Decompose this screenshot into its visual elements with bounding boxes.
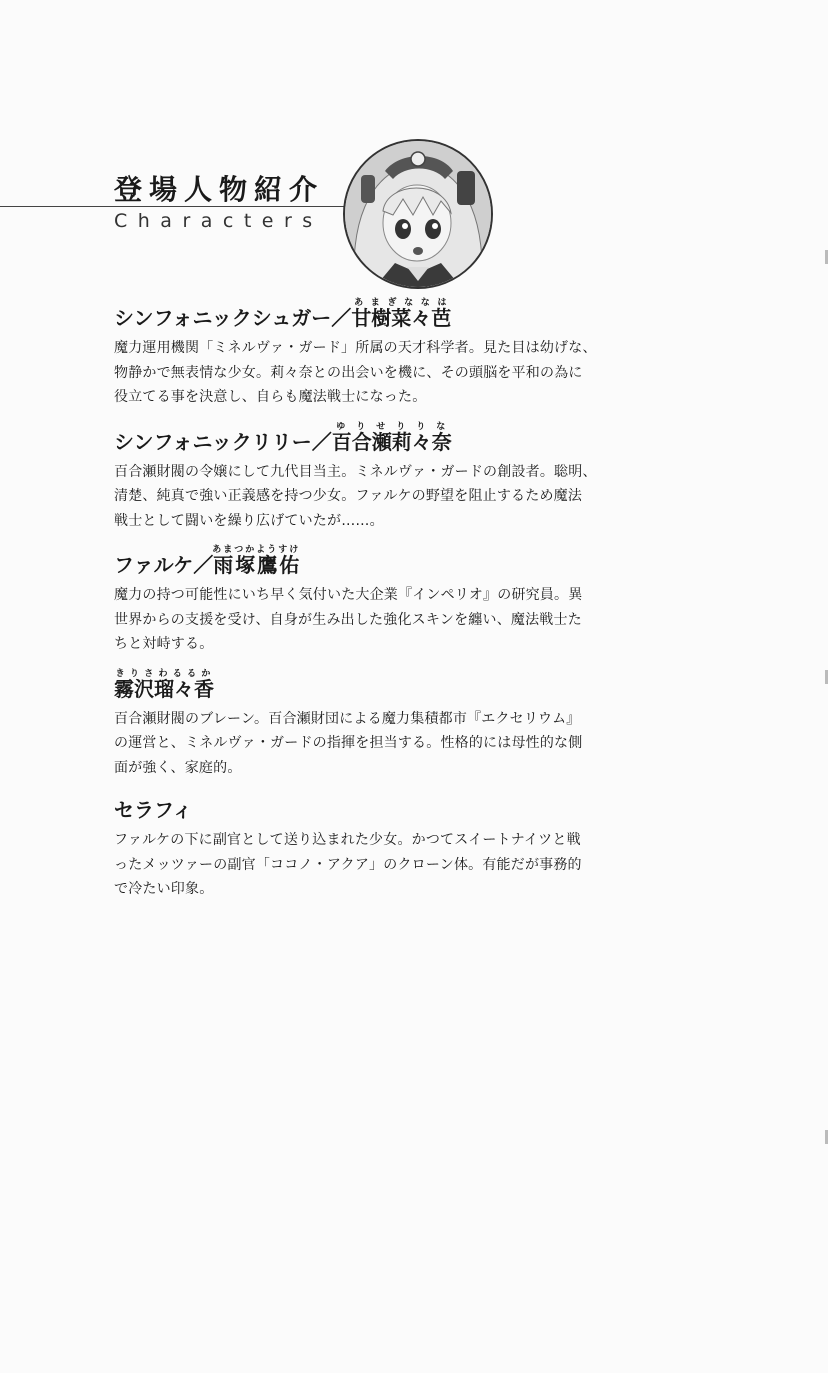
page-title: 登場人物紹介 <box>114 173 325 206</box>
page-subtitle: Characters <box>114 210 323 232</box>
character-entry <box>114 545 644 657</box>
character-name: 百合瀬莉々奈ゆりせりりな <box>331 421 452 454</box>
character-description: 百合瀬財閥の令嬢にして九代目当主。ミネルヴァ・ガードの創設者。聡明、 清楚、純真で強い正義感を持つ少女。ファルケの野望を阻止するため魔法 戦士として闘いを繰り広げていたが……。 <box>114 463 597 529</box>
character-description: 魔力運用機関「ミネルヴァ・ガード」所属の天才科学者。見た目は幼げな、 物静かで無表情な少女。莉々奈との出会いを機に、その頭脳を平和の為に 役立てる事を決意し、自らも魔法戦士になった。 <box>114 340 597 405</box>
character-entry <box>114 796 644 902</box>
character-description: ファルケの下に副官として送り込まれた少女。かつてスイートナイツと戦 ったメッツァーの副官「ココノ・アクア」のクローン体。有能だが事務的 で冷たい印象。 <box>114 832 582 897</box>
character-reading: あまぎななは <box>351 298 452 308</box>
character-name: セラフィ <box>114 798 193 822</box>
character-alias: シンフォニックリリー／ <box>114 429 332 454</box>
character-alias: シンフォニックシュガー／ <box>114 306 352 330</box>
character-heading <box>114 298 644 332</box>
character-alias: ファルケ／ <box>114 553 214 577</box>
character-heading <box>114 796 644 824</box>
character-name: 雨塚鷹佑あまつかようすけ <box>212 545 301 577</box>
character-heading <box>114 669 644 703</box>
character-reading: あまつかようすけ <box>212 545 301 555</box>
character-list <box>114 290 644 902</box>
character-reading: きりさわるるか <box>114 668 214 679</box>
character-heading <box>114 545 644 579</box>
character-reading: ゆりせりりな <box>331 421 452 432</box>
character-name: 甘樹菜々芭あまぎななは <box>351 298 452 330</box>
character-entry <box>114 669 644 781</box>
character-portrait <box>343 139 493 289</box>
character-entry <box>114 298 644 410</box>
character-description: 魔力の持つ可能性にいち早く気付いた大企業『インペリオ』の研究員。異 世界からの支援を受け、自身が生み出した強化スキンを纏い、魔法戦士た ちと対峙する。 <box>114 587 583 652</box>
character-name: 霧沢瑠々香きりさわるるか <box>114 668 214 701</box>
character-entry <box>114 422 644 534</box>
character-heading <box>114 422 644 456</box>
character-description: 百合瀬財閥のブレーン。百合瀬財団による魔力集積都市『エクセリウム』 の運営と、ミネルヴァ・ガードの指揮を担当する。性格的には母性的な側 面が強く、家庭的。 <box>114 710 583 776</box>
